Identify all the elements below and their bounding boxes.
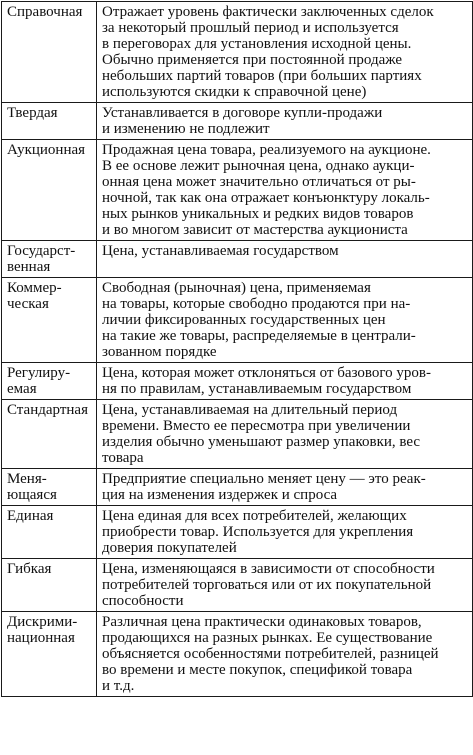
description-line: Продажная цена товара, реализуемого на аукционе. xyxy=(102,142,431,158)
description-line: Свободная (рыночная) цена, применяемая xyxy=(102,280,371,296)
price-type-description xyxy=(97,400,473,469)
description-line: Цена единая для всех потребителей, желающих xyxy=(102,508,407,524)
price-type-term: Стандартная xyxy=(2,400,97,469)
description-line: во времени и месте покупок, спецификой товара xyxy=(102,662,413,678)
description-line: потребителей торговаться или от их покупательной xyxy=(102,577,432,593)
price-type-term: Твердая xyxy=(2,103,97,140)
description-line: Предприятие специально меняет цену — это реак- xyxy=(102,471,426,487)
table-row xyxy=(2,103,473,140)
description-line: на такие же товары, распределяемые в централи- xyxy=(102,328,416,344)
description-line: приобрести товар. Используется для укрепления xyxy=(102,524,414,540)
description-line: ных рынков уникальных и редких видов товаров xyxy=(102,206,414,222)
description-line: Отражает уровень фактически заключенных сделок xyxy=(102,4,434,20)
price-type-description xyxy=(97,469,473,506)
description-line: онная цена может значительно отличаться от ры- xyxy=(102,174,416,190)
price-type-description xyxy=(97,506,473,559)
table-row xyxy=(2,469,473,506)
description-line: ция на изменения издержек и спроса xyxy=(102,487,338,503)
description-line: продающихся на разных рынках. Ее существование xyxy=(102,630,433,646)
description-line: на товары, которые свободно продаются при на- xyxy=(102,296,411,312)
description-line: ночной, так как она отражает конъюнктуру локаль- xyxy=(102,190,430,206)
description-line: изделия обычно уменьшают размер упаковки, вес xyxy=(102,434,421,450)
description-line: за некоторый прошлый период и используется xyxy=(102,20,399,36)
price-type-term: Единая xyxy=(2,506,97,559)
description-line: времени. Вместо ее пересмотра при увеличении xyxy=(102,418,411,434)
table-row xyxy=(2,400,473,469)
description-line: способности xyxy=(102,593,184,609)
description-line: товара xyxy=(102,450,144,466)
price-type-term: Дискрими- национная xyxy=(2,612,97,697)
description-line: В ее основе лежит рыночная цена, однако аукци- xyxy=(102,158,415,174)
description-line: Цена, изменяющаяся в зависимости от способности xyxy=(102,561,435,577)
table-row xyxy=(2,363,473,400)
description-line: Цена, устанавливаемая на длительный период xyxy=(102,402,398,418)
price-type-description xyxy=(97,559,473,612)
table-body xyxy=(2,2,473,697)
price-type-description xyxy=(97,103,473,140)
description-line: объясняется особенностями потребителей, разницей xyxy=(102,646,439,662)
description-line: личии фиксированных государственных цен xyxy=(102,312,386,328)
price-type-term: Справочная xyxy=(2,2,97,103)
table-row xyxy=(2,241,473,278)
price-type-term: Меня- ющаяся xyxy=(2,469,97,506)
description-line: Устанавливается в договоре купли-продажи xyxy=(102,105,383,121)
description-line: ня по правилам, устанавливаемым государством xyxy=(102,381,412,397)
price-types-table xyxy=(1,1,473,697)
price-type-description xyxy=(97,140,473,241)
table-row xyxy=(2,612,473,697)
description-line: и изменению не подлежит xyxy=(102,121,270,137)
table-row xyxy=(2,506,473,559)
price-type-description xyxy=(97,278,473,363)
price-type-description xyxy=(97,2,473,103)
table-row xyxy=(2,140,473,241)
table-row xyxy=(2,278,473,363)
price-type-term: Аукционная xyxy=(2,140,97,241)
description-line: небольших партий товаров (при больших партиях xyxy=(102,68,422,84)
price-type-term: Коммер- ческая xyxy=(2,278,97,363)
description-line: Различная цена практически одинаковых товаров, xyxy=(102,614,422,630)
table-row xyxy=(2,559,473,612)
price-type-description xyxy=(97,241,473,278)
price-type-term: Регулиру- емая xyxy=(2,363,97,400)
price-type-description xyxy=(97,612,473,697)
price-type-term: Гибкая xyxy=(2,559,97,612)
table-row xyxy=(2,2,473,103)
description-line: Цена, устанавливаемая государством xyxy=(102,243,339,259)
description-line: зованном порядке xyxy=(102,344,217,360)
description-line: используются скидки к справочной цене) xyxy=(102,84,367,100)
description-line: и т.д. xyxy=(102,678,135,694)
description-line: и во многом зависит от мастерства аукциониста xyxy=(102,222,408,238)
description-line: в переговорах для установления исходной цены. xyxy=(102,36,412,52)
price-type-description xyxy=(97,363,473,400)
description-line: Цена, которая может отклоняться от базового уров- xyxy=(102,365,431,381)
description-line: доверия покупателей xyxy=(102,540,237,556)
description-line: Обычно применяется при постоянной продаже xyxy=(102,52,403,68)
price-type-term: Государст- венная xyxy=(2,241,97,278)
